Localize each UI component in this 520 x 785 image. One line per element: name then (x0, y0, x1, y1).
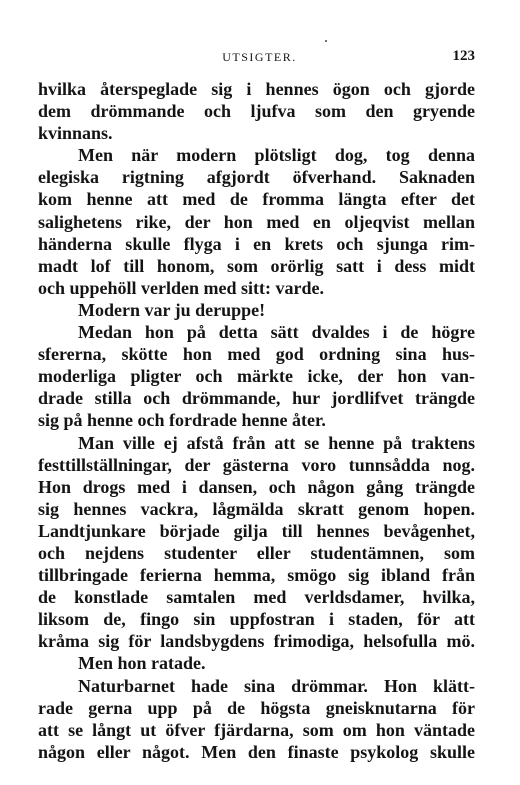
text-line: sig på henne och fordrade henne åter. (38, 410, 326, 431)
print-speck (325, 40, 327, 42)
text-line: sig hennes vackra, lågmälda skratt genom hopen. (38, 498, 475, 519)
text-line: Men hon ratade. (78, 653, 206, 674)
text-line: Naturbarnet hade sina drömmar. Hon klätt- (78, 675, 475, 696)
text-line: elegiska rigtning afgjordt öfverhand. Saknaden (38, 167, 475, 188)
text-line: dem drömmande och ljufva som den gryende (38, 101, 475, 122)
text-line: kom henne att med de fromma längta efter det (38, 189, 475, 210)
text-line: Modern var ju deruppe! (78, 299, 266, 320)
text-line: och nejdens studenter eller studentämnen, som (38, 542, 475, 563)
text-line: och uppehöll verlden med sitt: varde. (38, 277, 324, 298)
text-line: salighetens rike, der hon med en oljeqvist mellan (38, 211, 475, 232)
text-line: liksom de, fingo sin uppfostran i staden, för att (38, 609, 475, 630)
running-title: UTSIGTER. (222, 50, 297, 64)
page-number: 123 (452, 48, 475, 64)
text-line: festtillställningar, der gästerna voro tunnsådda nog. (38, 454, 475, 475)
text-line: Medan hon på detta sätt dvaldes i de högre (78, 322, 475, 343)
text-line: rade gerna upp på de högsta gneisknutarna för (38, 697, 475, 718)
text-line: tillbringade ferierna hemma, smögo sig ibland från (38, 565, 475, 586)
body-text (38, 78, 475, 763)
text-line: att se långt ut öfver fjärdarna, som om hon väntade (38, 719, 475, 740)
text-line: sfererna, skötte hon med god ordning sina hus- (38, 344, 475, 365)
text-line: drade stilla och drömmande, hur jordlifvet trängde (38, 388, 475, 409)
text-line: kvinnans. (38, 123, 113, 144)
text-line: madt lof till honom, som orörlig satt i dess midt (38, 255, 475, 276)
text-line: Hon drogs med i dansen, och någon gång trängde (38, 476, 475, 497)
text-line: moderliga pligter och märkte icke, der hon van- (38, 366, 475, 387)
text-line: Men när modern plötsligt dog, tog denna (78, 145, 475, 166)
text-line: kråma sig för landsbygdens frimodiga, helsofulla mö. (38, 631, 475, 652)
text-line: Landtjunkare började gilja till hennes bevågenhet, (38, 520, 475, 541)
text-line: någon eller något. Men den finaste psykolog skulle (38, 741, 475, 762)
running-header (44, 47, 475, 67)
text-line: Man ville ej afstå från att se henne på traktens (78, 432, 475, 453)
text-line: hvilka återspeglade sig i hennes ögon och gjorde (38, 79, 475, 99)
text-line: de konstlade samtalen med verldsdamer, hvilka, (38, 587, 475, 608)
text-line: händerna skulle flyga i en krets och sjunga rim- (38, 233, 475, 254)
